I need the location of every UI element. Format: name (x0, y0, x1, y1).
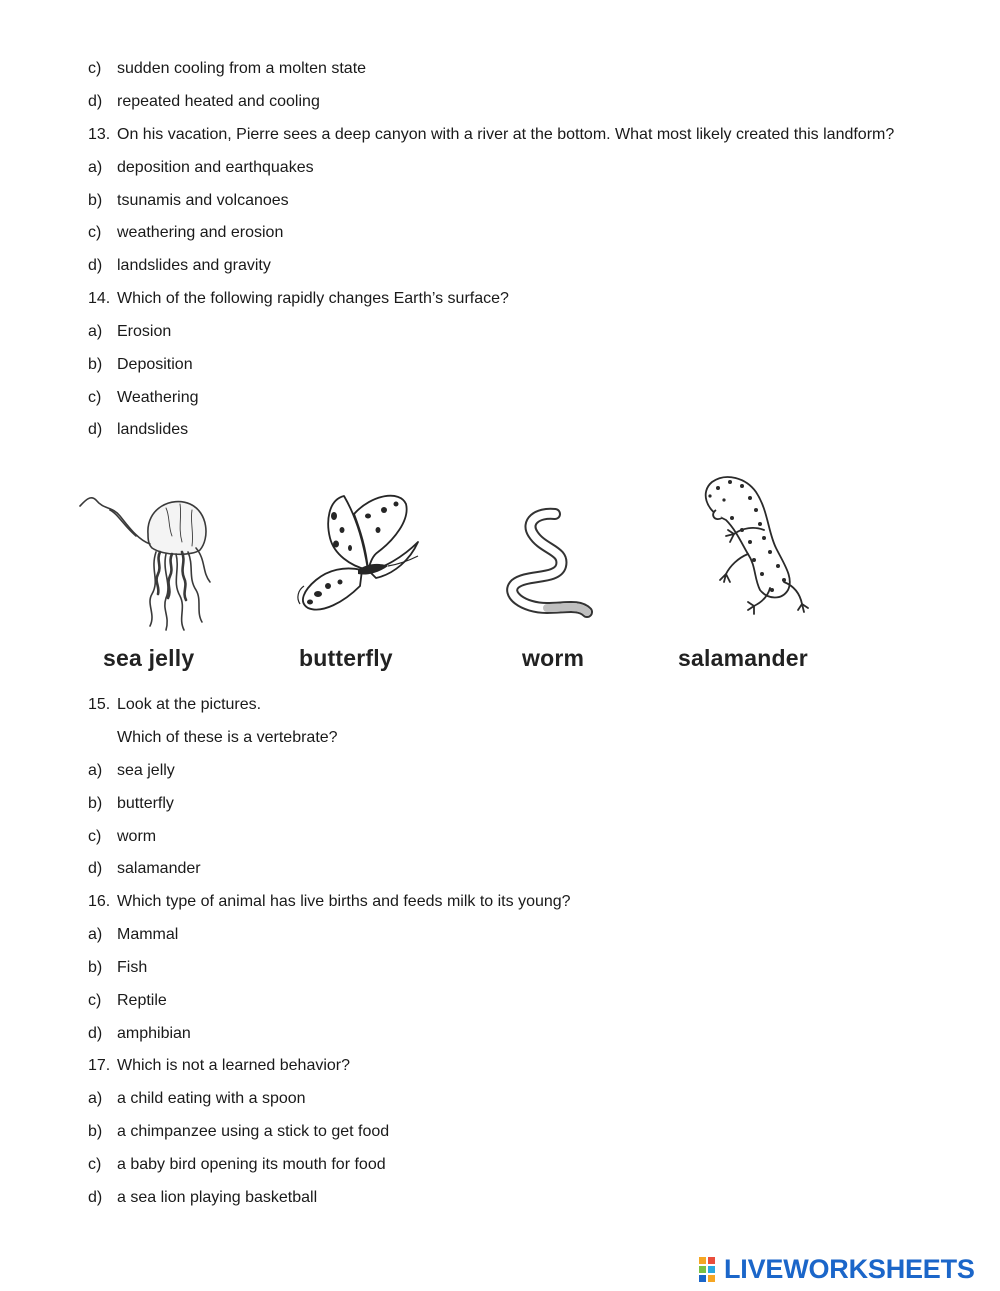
option-marker: a) (88, 762, 103, 779)
logo-square (699, 1257, 706, 1264)
question-text: On his vacation, Pierre sees a deep canyon with a river at the bottom. What most likely created this landform? (117, 126, 895, 143)
option-text: butterfly (117, 795, 174, 812)
option-marker: d) (88, 1025, 103, 1042)
option-marker: b) (88, 795, 103, 812)
question-number: 15. (88, 696, 111, 713)
question-number: 17. (88, 1057, 111, 1074)
butterfly-picture (292, 486, 427, 626)
caption-worm: worm (522, 645, 585, 671)
logo-square (708, 1275, 715, 1282)
option-marker: b) (88, 356, 103, 373)
option-marker: c) (88, 224, 102, 241)
option-marker: a) (88, 926, 103, 943)
option-text: Fish (117, 959, 148, 976)
option-text: a sea lion playing basketball (117, 1189, 318, 1206)
caption-salamander: salamander (678, 645, 808, 671)
option-text: amphibian (117, 1025, 191, 1042)
question-number: 13. (88, 126, 111, 143)
option-marker: b) (88, 959, 103, 976)
option-marker: c) (88, 1156, 102, 1173)
option-text: a baby bird opening its mouth for food (117, 1156, 386, 1173)
option-text: worm (117, 828, 157, 845)
option-text: tsunamis and volcanoes (117, 192, 289, 209)
option-marker: d) (88, 93, 103, 110)
option-marker: c) (88, 389, 102, 406)
question-text: Which of the following rapidly changes Earth’s surface? (117, 290, 509, 307)
question-number: 14. (88, 290, 111, 307)
option-marker: a) (88, 159, 103, 176)
logo-square (708, 1266, 715, 1273)
question-text: Which type of animal has live births and feeds milk to its young? (117, 893, 571, 910)
option-marker: d) (88, 421, 103, 438)
option-text: Erosion (117, 323, 172, 340)
option-text: Weathering (117, 389, 199, 406)
option-text: landslides (117, 421, 189, 438)
question-text: Which is not a learned behavior? (117, 1057, 351, 1074)
salamander-picture (684, 470, 814, 620)
option-marker: c) (88, 992, 102, 1009)
option-text: landslides and gravity (117, 257, 271, 274)
option-marker: c) (88, 60, 102, 77)
option-marker: d) (88, 257, 103, 274)
option-text: sudden cooling from a molten state (117, 60, 367, 77)
question-text: Which of these is a vertebrate? (117, 729, 338, 746)
question-number: 16. (88, 893, 111, 910)
option-text: Mammal (117, 926, 179, 943)
caption-sea-jelly: sea jelly (103, 645, 195, 671)
option-marker: c) (88, 828, 102, 845)
logo-square (708, 1257, 715, 1264)
logo-square (699, 1266, 706, 1273)
logo-text: LIVEWORKSHEETS (724, 1254, 975, 1284)
option-text: repeated heated and cooling (117, 93, 320, 110)
option-text: salamander (117, 860, 201, 877)
worm-picture (503, 500, 598, 620)
option-text: a chimpanzee using a stick to get food (117, 1123, 390, 1140)
option-text: sea jelly (117, 762, 175, 779)
option-marker: d) (88, 1189, 103, 1206)
caption-butterfly: butterfly (299, 645, 393, 671)
option-text: Reptile (117, 992, 167, 1009)
option-text: Deposition (117, 356, 193, 373)
option-marker: a) (88, 1090, 103, 1107)
question-text: Look at the pictures. (117, 696, 262, 713)
option-marker: a) (88, 323, 103, 340)
option-marker: d) (88, 860, 103, 877)
logo-square (699, 1275, 706, 1282)
option-marker: b) (88, 1123, 103, 1140)
sea-jelly-picture (76, 486, 216, 636)
option-text: deposition and earthquakes (117, 159, 314, 176)
option-marker: b) (88, 192, 103, 209)
option-text: a child eating with a spoon (117, 1090, 306, 1107)
option-text: weathering and erosion (117, 224, 284, 241)
